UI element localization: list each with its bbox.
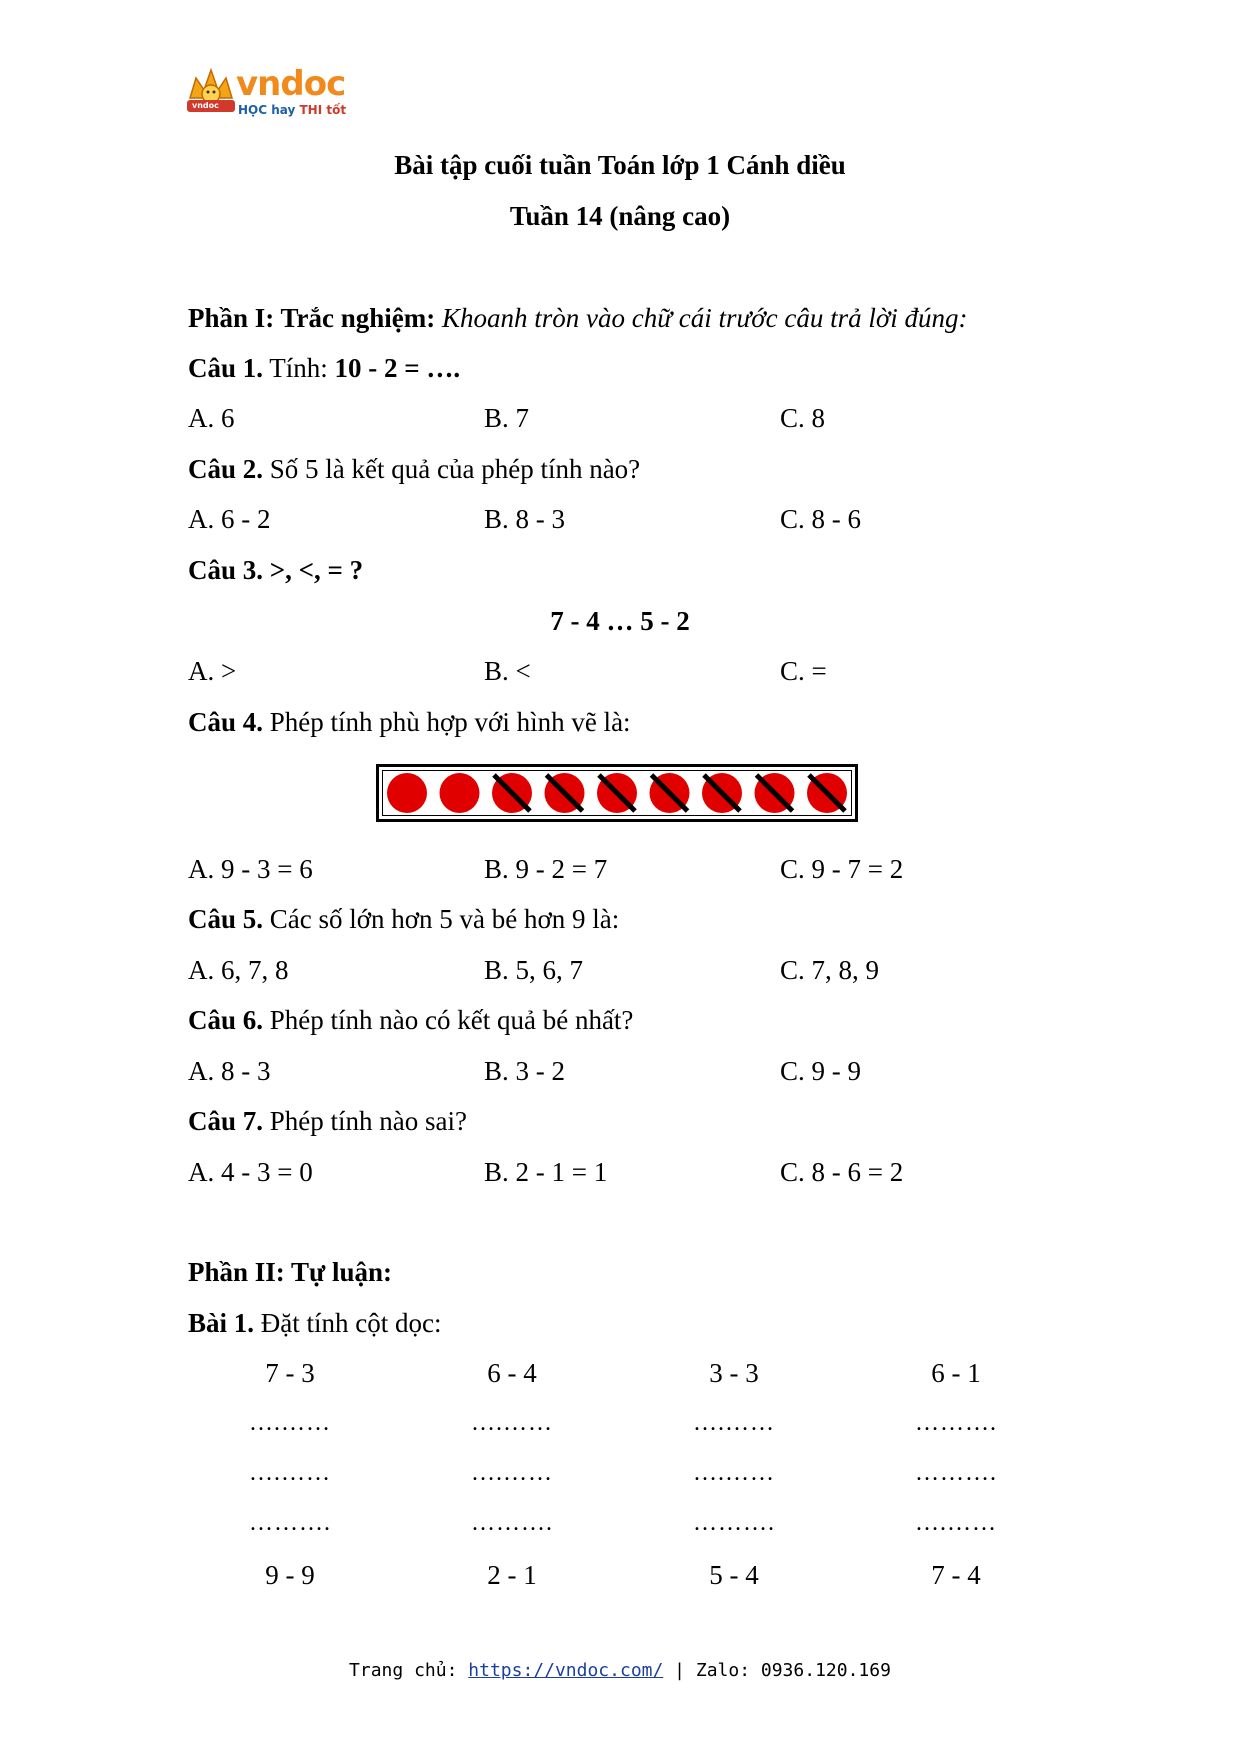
question-3 (188, 555, 363, 586)
q2-option-c[interactable]: C. 8 - 6 (780, 504, 861, 534)
question-2 (188, 454, 640, 485)
question-label: Câu 1. (188, 353, 264, 383)
q1-option-b[interactable]: B. 7 (484, 403, 530, 433)
answer-line[interactable]: ………. (249, 1510, 331, 1536)
question-label: Câu 4. (188, 707, 264, 737)
answer-line[interactable]: ….…… (249, 1410, 331, 1436)
part1-heading (188, 303, 968, 334)
question-6 (188, 1005, 633, 1036)
part2-heading: Phần II: Tự luận: (188, 1257, 393, 1287)
logo-tagline-part2: THI tốt (299, 103, 347, 117)
bead (440, 773, 480, 813)
q7-option-c[interactable]: C. 8 - 6 = 2 (780, 1157, 904, 1187)
q7-option-b[interactable]: B. 2 - 1 = 1 (484, 1157, 608, 1187)
footer-separator: | (663, 1660, 696, 1681)
q2-option-a[interactable]: A. 6 - 2 (188, 504, 271, 534)
q3-option-c[interactable]: C. = (780, 656, 827, 686)
question-text: Phép tính phù hợp với hình vẽ là: (263, 707, 631, 737)
question-7 (188, 1106, 467, 1137)
question-text: Phép tính nào sai? (263, 1106, 467, 1136)
calc-4: 6 - 1 (931, 1358, 981, 1388)
calc-2: 6 - 4 (487, 1358, 537, 1388)
bead-frame (376, 764, 858, 822)
document-subtitle: Tuần 14 (nâng cao) (509, 201, 731, 231)
answer-line[interactable]: ….…… (249, 1460, 331, 1486)
calc-6: 2 - 1 (487, 1560, 537, 1590)
question-label: Câu 2. (188, 454, 264, 484)
q1-option-c[interactable]: C. 8 (780, 403, 826, 433)
answer-line[interactable]: ….…… (471, 1410, 553, 1436)
calc-3: 3 - 3 (709, 1358, 759, 1388)
question-label: Câu 7. (188, 1106, 264, 1136)
calc-1: 7 - 3 (265, 1358, 315, 1388)
answer-line[interactable]: ….…… (471, 1460, 553, 1486)
q1-option-a[interactable]: A. 6 (188, 403, 235, 433)
calc-7: 5 - 4 (709, 1560, 759, 1590)
q3-option-b[interactable]: B. < (484, 656, 531, 686)
q4-option-b[interactable]: B. 9 - 2 = 7 (484, 854, 608, 884)
q7-option-a[interactable]: A. 4 - 3 = 0 (188, 1157, 313, 1187)
question-text: >, <, = ? (263, 555, 364, 585)
part1-instruction: Khoanh tròn vào chữ cái trước câu trả lời đúng: (442, 303, 968, 333)
question-label: Câu 5. (188, 904, 264, 934)
page-footer (0, 1660, 1240, 1681)
calc-5: 9 - 9 (265, 1560, 315, 1590)
q5-option-a[interactable]: A. 6, 7, 8 (188, 955, 289, 985)
q5-option-b[interactable]: B. 5, 6, 7 (484, 955, 584, 985)
q2-option-b[interactable]: B. 8 - 3 (484, 504, 565, 534)
q6-option-a[interactable]: A. 8 - 3 (188, 1056, 271, 1086)
logo-tagline-part1: HỌC hay (238, 103, 300, 117)
document-title: Bài tập cuối tuần Toán lớp 1 Cánh diều (394, 150, 846, 180)
q3-option-a[interactable]: A. > (188, 656, 237, 686)
footer-zalo: Zalo: 0936.120.169 (695, 1660, 891, 1681)
answer-line[interactable]: ….…… (693, 1410, 775, 1436)
question-expression: 10 - 2 = …. (334, 353, 461, 383)
footer-prefix: Trang chủ: (349, 1660, 469, 1681)
q3-expression: 7 - 4 … 5 - 2 (550, 606, 690, 636)
answer-line[interactable]: ………. (471, 1510, 553, 1536)
answer-line[interactable]: ………. (915, 1410, 997, 1436)
q6-option-c[interactable]: C. 9 - 9 (780, 1056, 861, 1086)
vndoc-logo[interactable] (186, 64, 346, 122)
bai1-text: Đặt tính cột dọc: (254, 1308, 442, 1338)
question-5 (188, 904, 619, 935)
question-label: Câu 3. (188, 555, 264, 585)
bead-picture (379, 767, 855, 819)
q6-option-b[interactable]: B. 3 - 2 (484, 1056, 565, 1086)
footer-homepage-link[interactable]: https://vndoc.com/ (468, 1660, 664, 1681)
question-text: Các số lớn hơn 5 và bé hơn 9 là: (263, 904, 620, 934)
question-1 (188, 353, 460, 384)
logo-emblem-icon (186, 64, 236, 122)
calc-8: 7 - 4 (931, 1560, 981, 1590)
answer-line[interactable]: ………. (693, 1510, 775, 1536)
question-text: Số 5 là kết quả của phép tính nào? (263, 454, 641, 484)
bai-1 (188, 1308, 441, 1339)
bead (387, 773, 427, 813)
logo-brand-text: vndoc (236, 64, 346, 104)
question-4 (188, 707, 631, 738)
question-text: Phép tính nào có kết quả bé nhất? (263, 1005, 634, 1035)
answer-line[interactable]: ….…… (915, 1510, 997, 1536)
answer-line[interactable]: ………. (915, 1460, 997, 1486)
logo-tagline (238, 102, 346, 118)
q5-option-c[interactable]: C. 7, 8, 9 (780, 955, 880, 985)
q4-option-c[interactable]: C. 9 - 7 = 2 (780, 854, 904, 884)
q4-option-a[interactable]: A. 9 - 3 = 6 (188, 854, 313, 884)
part1-label: Phần I: Trắc nghiệm: (188, 303, 436, 333)
bai1-label: Bài 1. (188, 1308, 255, 1338)
question-label: Câu 6. (188, 1005, 264, 1035)
question-text: Tính: (263, 353, 335, 383)
logo-badge-text: vndoc (192, 101, 219, 110)
answer-line[interactable]: ….…… (693, 1460, 775, 1486)
